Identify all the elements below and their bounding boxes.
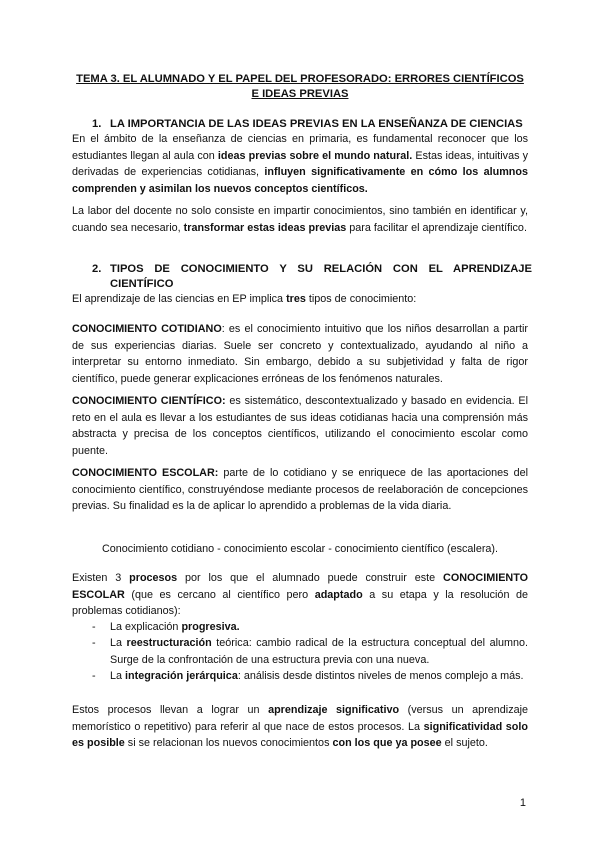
text-run: Estos procesos llevan a lograr un [72, 704, 269, 716]
bold-run: CONOCIMIENTO ESCOLAR [72, 572, 528, 601]
list-item [72, 635, 528, 668]
text-run: teórica: cambio radical de la estructura conceptual del alumno. Surge de la confrontación de una estructura previa con una nueva. [110, 637, 528, 666]
text-run: para facilitar el aprendizaje científico. [346, 221, 527, 234]
page-number: 1 [519, 797, 526, 809]
paragraph-conocimiento-cientifico [72, 393, 528, 459]
bold-run: integración jerárquica [125, 669, 238, 682]
ladder-caption: Conocimiento cotidiano - conocimiento escolar - conocimiento científico (escalera). [101, 543, 499, 555]
list-item [72, 619, 528, 635]
section-1-number: 1. [92, 118, 102, 130]
section-1-title: LA IMPORTANCIA DE LAS IDEAS PREVIAS EN LA ENSEÑANZA DE CIENCIAS [110, 118, 523, 130]
text-run: es sistemático, descontextualizado y basado en evidencia. El reto en el aula es llevar a los estudiantes de sus ideas cotidianas hacia una comprensión más abstracta y precisa de los conceptos científicos, utilizando el conocimiento escolar como puente. [72, 395, 528, 457]
list-dash: - [92, 637, 96, 650]
text-run: (versus un aprendizaje memorístico o repetitivo) para referir al que nace de estos procesos. La [72, 704, 529, 733]
text-run: a su etapa y la resolución de problemas cotidianos): [72, 588, 529, 618]
list-dash: - [92, 669, 96, 682]
section-2-number: 2. [92, 263, 102, 275]
bold-run: progresiva. [181, 621, 240, 633]
bold-run: reestructuración [126, 637, 212, 650]
section-2-title: TIPOS DE CONOCIMIENTO Y SU RELACIÓN CON EL APRENDIZAJE CIENTÍFICO [110, 263, 532, 290]
title-line-2: E IDEAS PREVIAS [251, 88, 349, 100]
text-run: La [110, 669, 126, 682]
text-run: : análisis desde distintos niveles de menos complejo a más. [237, 669, 524, 682]
bold-run: ideas previas sobre el mundo natural. [217, 149, 413, 162]
text-run: En el ámbito de la enseñanza de ciencias en primaria, es fundamental reconocer que los estudiantes llegan al aula con [72, 133, 528, 162]
text-run: por los que el alumnado puede construir este [177, 572, 444, 584]
text-run: (que es cercano al científico pero [124, 588, 315, 601]
section-2-intro [72, 291, 528, 308]
text-run: La explicación [110, 621, 182, 633]
text-run: Existen 3 [72, 572, 130, 584]
section-2-heading [92, 262, 532, 291]
text-run: parte de lo cotidiano y se enriquece de las aportaciones del conocimiento científico, construyéndose mediante procesos de reelaboración de concepciones previas. Su finalidad es la de aplicar lo aprendido a problemas de la vida diaria. [72, 467, 528, 513]
bold-run: significatividad solo es posible [72, 720, 528, 750]
document-title [70, 72, 530, 102]
bold-run: transformar estas ideas previas [183, 221, 347, 234]
text-run: si se relacionan los nuevos conocimientos [124, 737, 333, 750]
bold-run: procesos [129, 572, 178, 584]
section-1-paragraph-1 [72, 131, 528, 197]
text-run: tipos de conocimiento: [305, 293, 417, 305]
text-run: La labor del docente no solo consiste en impartir conocimientos, sino también en identificar y, cuando sea necesario, [72, 205, 528, 234]
bold-run: influyen significativamente en cómo los alumnos comprenden y asimilan los nuevos conceptos científicos. [72, 166, 528, 195]
text-run: el sujeto. [441, 737, 488, 750]
list-dash: - [92, 621, 96, 633]
text-run: : es el conocimiento intuitivo que los niños desarrollan a partir de sus experiencias diarias. Suele ser concreto y contextualizado, ayudando al niño a interpretar su entorno inmediato. Sin embargo, debido a su subjetividad y falta de rigor científico, puede generar explicaciones erróneas de los fenómenos naturales. [72, 323, 528, 385]
bold-run: CONOCIMIENTO ESCOLAR: [72, 467, 219, 479]
procesos-list [72, 619, 528, 684]
paragraph-procesos [72, 570, 528, 620]
section-1-paragraph-2 [72, 203, 528, 236]
paragraph-conocimiento-cotidiano [72, 321, 528, 387]
title-line-1: TEMA 3. EL ALUMNADO Y EL PAPEL DEL PROFESORADO: ERRORES CIENTÍFICOS [76, 73, 524, 85]
paragraph-conocimiento-escolar [72, 465, 528, 515]
bold-run: CONOCIMIENTO COTIDIANO [72, 323, 222, 335]
list-item [72, 668, 528, 684]
bold-run: aprendizaje significativo [268, 704, 400, 716]
text-run: La [110, 637, 127, 650]
text-run: El aprendizaje de las ciencias en EP implica [72, 293, 287, 305]
paragraph-final [72, 702, 528, 752]
text-run: Estas ideas, intuitivas y derivadas de experiencias cotidianas, [72, 149, 529, 179]
bold-run: adaptado [314, 588, 363, 601]
bold-run: CONOCIMIENTO CIENTÍFICO: [72, 395, 226, 407]
bold-run: con los que ya posee [332, 737, 442, 750]
section-1-heading [92, 117, 532, 132]
bold-run: tres [286, 293, 306, 305]
